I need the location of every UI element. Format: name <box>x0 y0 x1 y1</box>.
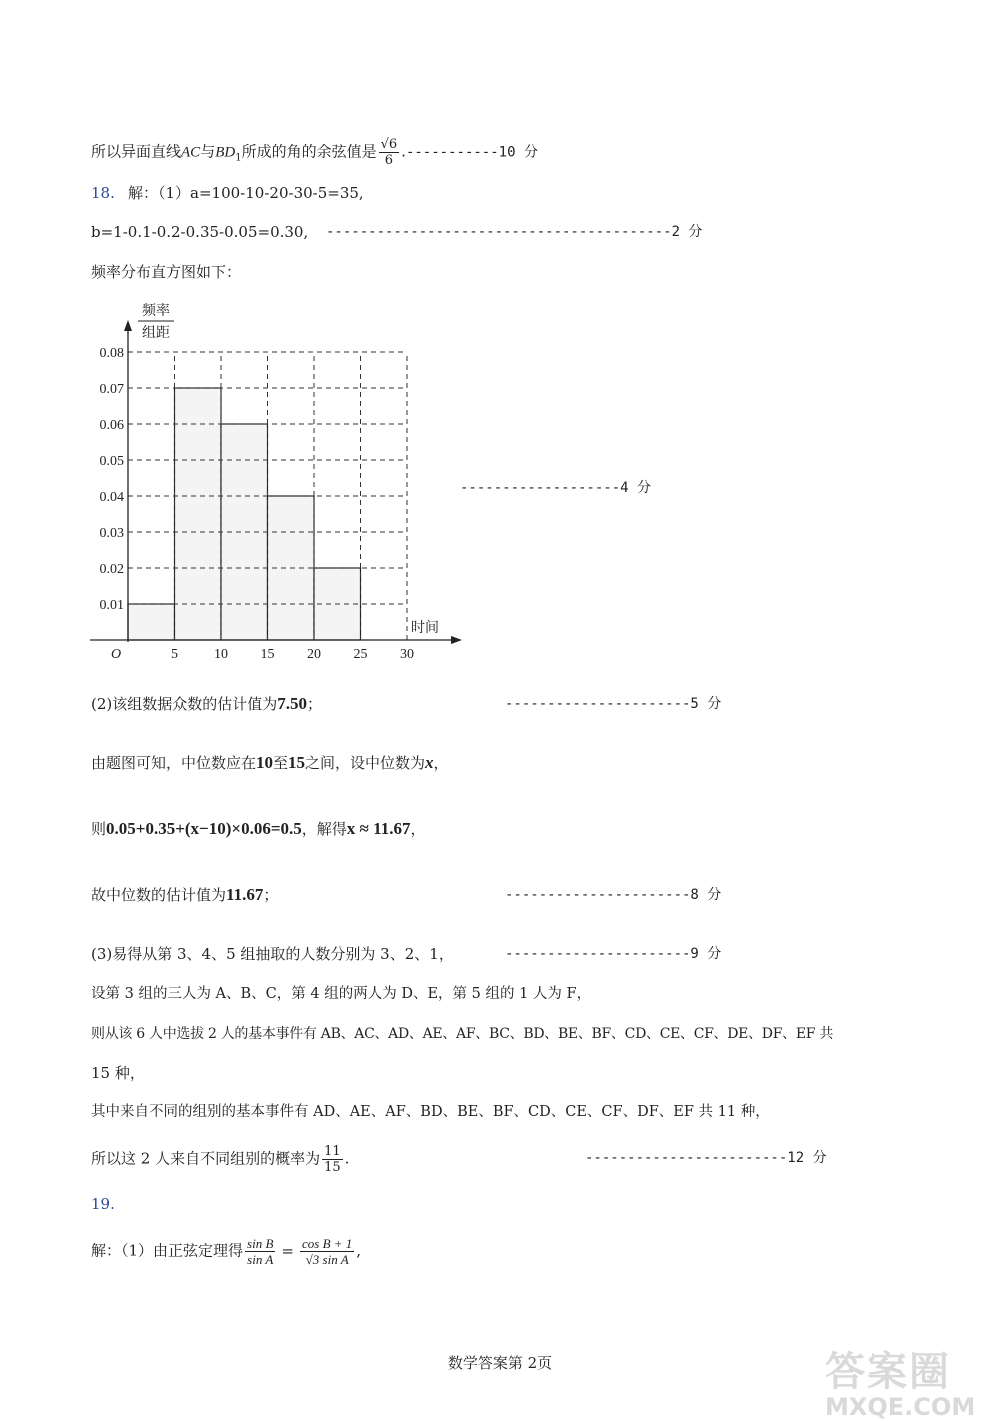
q18-part3-line4: 15 种， <box>91 1064 145 1082</box>
y-axis-label-bottom: 组距 <box>142 325 170 341</box>
x-tick-label: 25 <box>353 647 368 662</box>
fraction-11-over-15: $\frac{11}{15}$ <box>324 1144 341 1175</box>
fraction-cosB-plus-1-over-sqrt3-sinA: $\frac{\text{cos B + 1}}{\text{√3 sin A}}$ <box>302 1236 353 1267</box>
question-number-18: 18. <box>91 184 115 202</box>
q18-part3-line3: 则从该 6 人中选拔 2 人的基本事件有 AB、AC、AD、AE、AF、BC、BD、BE、BF、CD、CE、CF、DE、DF、EF 共 <box>91 1026 834 1042</box>
y-axis-arrow <box>124 320 132 331</box>
y-tick-label: 0.06 <box>99 418 124 433</box>
q18-part3-line2: 设第 3 组的三人为 A、B、C，第 4 组的两人为 D、E，第 5 组的 1 人为 F， <box>91 986 592 1002</box>
x-tick-label: 20 <box>307 647 321 662</box>
q18-part2-median-range: 由题图可知，中位数应在10至15之间，设中位数为x， <box>91 753 449 772</box>
score-8: ----------------------8 分 <box>505 887 722 903</box>
score-4: -------------------4 分 <box>460 480 652 496</box>
q18-part3-line5: 其中来自不同的组别的基本事件有 AD、AE、AF、BD、BE、BF、CD、CE、CF、DF、EF 共 11 种， <box>91 1104 770 1120</box>
score-9: ----------------------9 分 <box>505 946 722 962</box>
watermark-logo: 答案圈 MXQE.COM <box>825 1349 976 1421</box>
q18-part1-b: b=1-0.1-0.2-0.35-0.05=0.30, <box>91 223 309 241</box>
question-number-19: 19. <box>91 1195 115 1213</box>
y-tick-label: 0.05 <box>99 454 124 469</box>
q18-part2-median-equation: 则0.05+0.35+(x−10)×0.06=0.5，解得x ≈ 11.67， <box>91 819 426 838</box>
y-tick-label: 0.04 <box>99 490 124 505</box>
x-tick-label: 30 <box>400 647 414 662</box>
page-footer: 数学答案第 2页 <box>447 1354 553 1372</box>
frequency-histogram <box>80 295 480 675</box>
q18-part2-mode: (2)该组数据众数的估计值为7.50； <box>91 694 323 713</box>
score-10: -----------10 分 <box>405 144 538 161</box>
q17-conclusion: 所以异面直线AC与$BD_1$所成的角的余弦值是 $\frac{√6}{6}$ .-----------10 分 <box>91 137 538 168</box>
q18-part3-probability: 所以这 2 人来自不同组别的概率为 $\frac{11}{15}$ . <box>91 1144 350 1175</box>
y-axis-label-top: 频率 <box>142 303 170 319</box>
fraction-sqrt6-over-6: $\frac{√6}{6}$ <box>380 137 398 168</box>
y-tick-label: 0.08 <box>99 346 124 361</box>
origin-label: O <box>110 647 122 662</box>
y-tick-label: 0.07 <box>99 382 124 397</box>
y-tick-label: 0.03 <box>99 526 124 541</box>
histogram-caption: 频率分布直方图如下： <box>91 263 242 281</box>
score-5: ----------------------5 分 <box>505 696 722 712</box>
fraction-sinB-over-sinA: $\frac{\text{sin B}}{\text{sin A}}$ <box>247 1236 274 1267</box>
x-tick-label: 5 <box>171 647 178 662</box>
histogram-bar <box>128 604 175 640</box>
x-axis-label: 时间 <box>411 620 439 636</box>
q18-part3-line1: (3)易得从第 3、4、5 组抽取的人数分别为 3、2、1， <box>91 945 454 963</box>
x-tick-label: 15 <box>260 647 275 662</box>
score-2: -----------------------------------------2 分 <box>326 224 703 240</box>
q18-part1-intro: 解：（1）a=100-10-20-30-5=35, <box>128 184 364 202</box>
y-tick-label: 0.02 <box>99 562 124 577</box>
y-tick-label: 0.01 <box>99 598 124 613</box>
q18-part2-median-estimate: 故中位数的估计值为11.67； <box>91 885 279 904</box>
x-axis-arrow <box>451 636 462 644</box>
q19-line1: 解：（1）由正弦定理得 $\frac{\text{sin B}}{\text{sin A}}$ = $\frac{\text{cos B + 1}}{\text{√3 sin A}}$ , <box>91 1236 362 1267</box>
x-tick-label: 10 <box>214 647 228 662</box>
histogram-bar <box>175 388 222 640</box>
score-12: ------------------------12 分 <box>585 1150 827 1166</box>
